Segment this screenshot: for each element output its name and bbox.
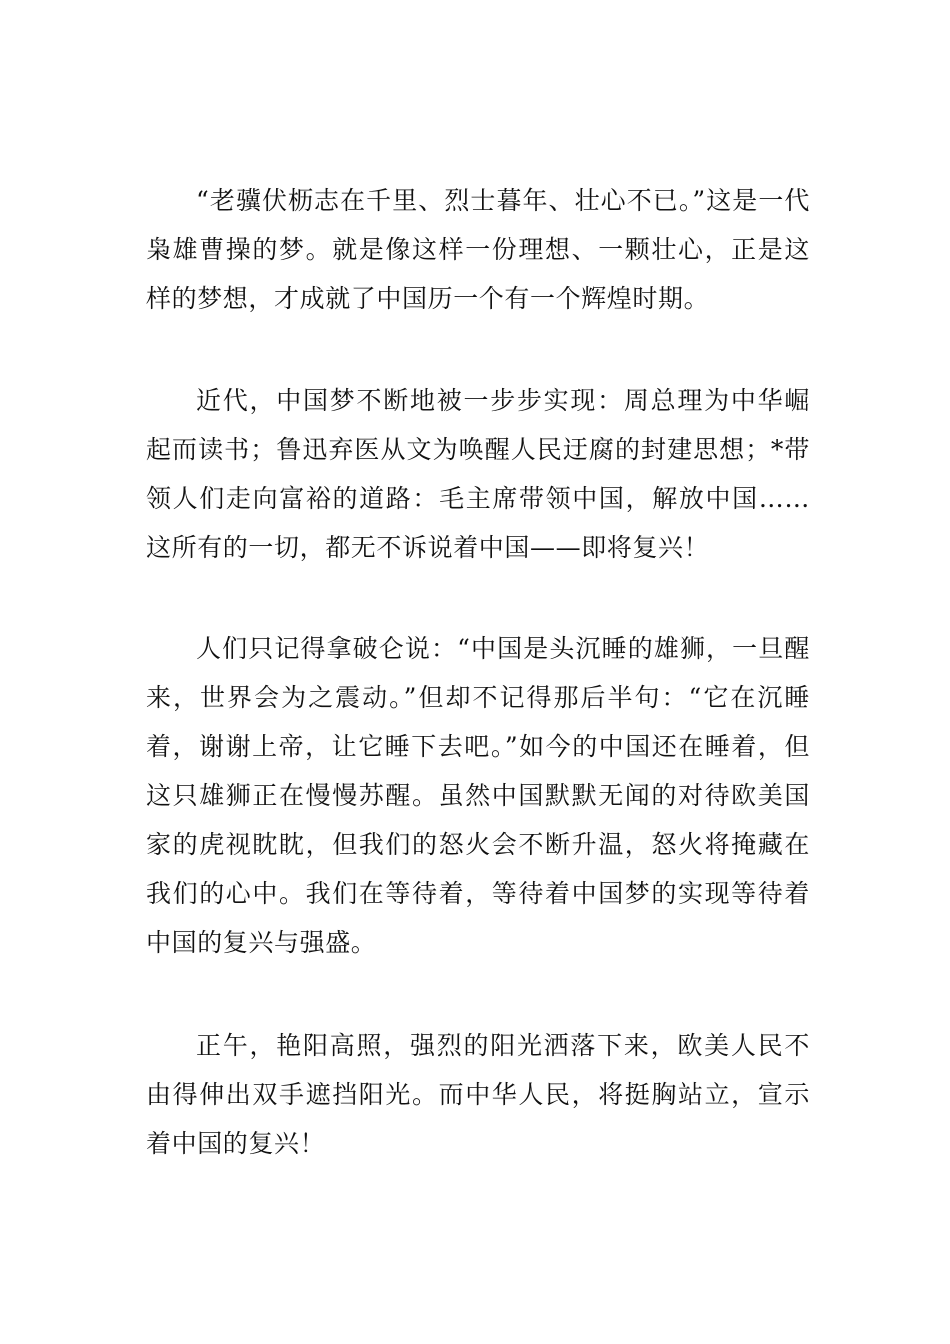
paragraph-4: 正午，艳阳高照，强烈的阳光洒落下来，欧美人民不由得伸出双手遮挡阳光。而中华人民，将挺胸站立，宣示着中国的复兴！ [146,1031,810,1158]
paragraph-2: 近代，中国梦不断地被一步步实现：周总理为中华崛起而读书；鲁迅弃医从文为唤醒人民迂腐的封建思想；*带领人们走向富裕的道路：毛主席带领中国，解放中国……这所有的一切，都无不诉说着中国——即将复兴！ [146,386,810,562]
paragraph-3: 人们只记得拿破仑说：“中国是头沉睡的雄狮，一旦醒来，世界会为之震动。”但却不记得那后半句：“它在沉睡着，谢谢上帝，让它睡下去吧。”如今的中国还在睡着，但这只雄狮正在慢慢苏醒。虽然中国默默无闻的对待欧美国家的虎视眈眈，但我们的怒火会不断升温，怒火将掩藏在我们的心中。我们在等待着，等待着中国梦的实现等待着中国的复兴与强盛。 [146,634,810,957]
paragraph-1: “老骥伏枥志在千里、烈士暮年、壮心不已。”这是一代枭雄曹操的梦。就是像这样一份理想、一颗壮心，正是这样的梦想，才成就了中国历一个有一个辉煌时期。 [146,186,810,313]
